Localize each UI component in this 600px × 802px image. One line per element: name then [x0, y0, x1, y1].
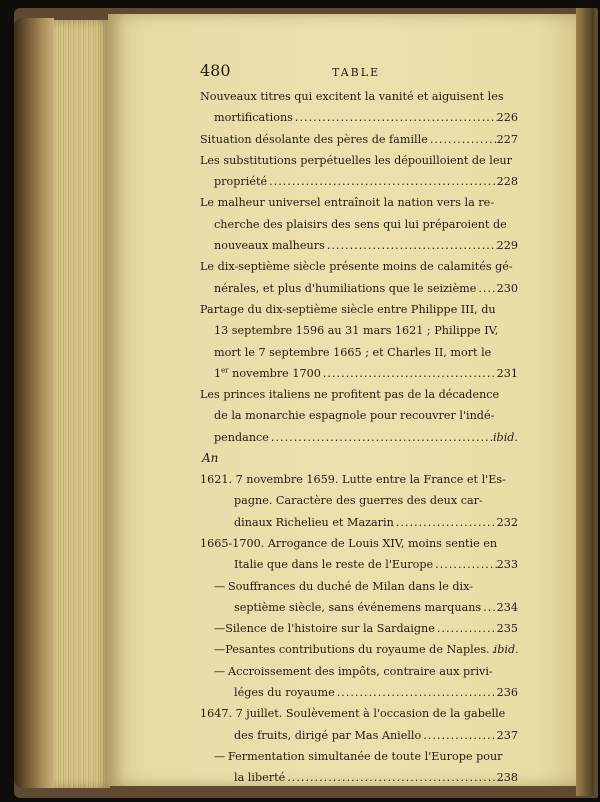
entry-line: [200, 639, 518, 660]
entry-text: septième siècle, sans événemens marquans: [234, 600, 482, 614]
page-reference: 227: [496, 132, 518, 146]
page-reference: 236: [496, 686, 518, 700]
entry-text: léges du royaume: [234, 686, 335, 700]
entry-text: Italie que dans le reste de l'Europe: [234, 558, 434, 572]
page-header: [200, 60, 518, 86]
dot-leader: [267, 171, 497, 192]
dated-entry: [200, 469, 518, 533]
entry-line: [200, 682, 518, 703]
entry-text: propriété: [214, 175, 268, 189]
page-reference: 226: [496, 111, 518, 125]
entry-text: Situation désolante des pères de famille: [200, 132, 428, 146]
entry-line: [200, 299, 518, 320]
page-edges: [54, 20, 110, 788]
entry-line: [200, 171, 518, 192]
page-reference: ibid.: [492, 430, 518, 444]
toc-entry: [200, 256, 518, 299]
page-reference: 228: [496, 175, 518, 189]
entry-line: [200, 192, 518, 213]
entry-line: [200, 342, 518, 363]
toc-entry: [200, 150, 518, 193]
dot-leader: [285, 767, 496, 788]
entry-text: Fermentation simultanée de toute l'Europe pour: [228, 749, 503, 763]
entry-line: [200, 384, 518, 405]
toc-entry: [200, 192, 518, 256]
entry-text: Souffrances du duché de Milan dans le dix-: [228, 579, 473, 593]
entry-text: la liberté: [234, 771, 286, 785]
page-reference: 237: [496, 728, 518, 742]
entry-line: [200, 107, 518, 128]
dot-leader: [293, 107, 497, 128]
toc-entry: [200, 299, 518, 384]
section-marker: An: [202, 451, 219, 466]
entry-line: [200, 554, 518, 575]
page-reference: ibid.: [493, 643, 519, 657]
sub-entry: [200, 639, 518, 660]
dot-leader: [476, 278, 496, 299]
entry-line: [200, 490, 518, 511]
dot-leader: [481, 597, 496, 618]
entry-text: nérales, et plus d'humiliations que le seizième: [214, 281, 477, 295]
page-reference: 235: [496, 622, 518, 636]
entry-line: [200, 405, 518, 426]
toc-entry: [200, 129, 518, 150]
dot-leader: [428, 129, 497, 150]
entry-text: 1er novembre 1700: [214, 366, 321, 380]
sub-entry: [200, 661, 518, 704]
entry-line: [200, 533, 518, 554]
entry-text: 1665-1700. Arrogance de Louis XIV, moins sentie en: [200, 536, 498, 550]
dot-leader: [321, 363, 497, 384]
entry-text: Pesantes contributions du royaume de Naples.: [225, 643, 490, 657]
entry-line: [200, 129, 518, 150]
dash-mark: —: [214, 643, 226, 657]
entry-line: [200, 746, 518, 767]
entry-line: [200, 278, 518, 299]
entry-line: [200, 469, 518, 490]
page-reference: 229: [496, 239, 518, 253]
sub-entry: [200, 618, 518, 639]
entry-text: cherche des plaisirs des sens qui lui préparoient de: [214, 217, 507, 231]
entry-line: [200, 150, 518, 171]
dated-entry: [200, 533, 518, 576]
entry-line: [200, 86, 518, 107]
page-reference: 233: [496, 558, 518, 572]
toc-entries: [200, 86, 518, 448]
dash-mark: —: [214, 664, 226, 678]
dot-leader: [325, 235, 497, 256]
sub-entries-2: [200, 746, 518, 789]
dated-entries-2: [200, 703, 518, 746]
entry-line: [200, 512, 518, 533]
dot-leader: [335, 682, 497, 703]
entry-text: Les princes italiens ne profitent pas de la décadence: [200, 388, 500, 402]
dash-mark: —: [214, 749, 226, 763]
sub-entry: [200, 746, 518, 789]
entry-text: dinaux Richelieu et Mazarin: [234, 515, 394, 529]
running-title: TABLE: [332, 66, 381, 79]
dated-entries: [200, 469, 518, 575]
dot-leader: [433, 554, 496, 575]
entry-text: Le dix-septième siècle présente moins de calamités gé-: [200, 260, 513, 274]
dash-mark: —: [214, 579, 226, 593]
entry-text: 13 septembre 1596 au 31 mars 1621 ; Philippe IV,: [214, 324, 499, 338]
entry-line: [200, 214, 518, 235]
dot-leader: [421, 725, 496, 746]
book-cover-edge: [576, 8, 594, 796]
entry-text: Nouveaux titres qui excitent la vanité et aiguisent les: [200, 90, 504, 103]
book-spine: [14, 18, 54, 788]
entry-line: [200, 427, 518, 448]
page-reference: 231: [496, 366, 518, 380]
entry-line: [200, 576, 518, 597]
dot-leader: [435, 618, 497, 639]
entry-line: [200, 256, 518, 277]
entry-line: [200, 725, 518, 746]
entry-text: des fruits, dirigé par Mas Aniello: [234, 728, 422, 742]
entry-text: nouveaux malheurs: [214, 239, 325, 253]
page-reference: 230: [496, 281, 518, 295]
page-reference: 234: [496, 600, 518, 614]
dot-leader: [269, 427, 493, 448]
entry-text: Partage du dix-septième siècle entre Philippe III, du: [200, 302, 496, 316]
entry-line: [200, 661, 518, 682]
entry-line: [200, 320, 518, 341]
entry-text: Les substitutions perpétuelles les dépouilloient de leur: [200, 153, 512, 167]
entry-line: [200, 767, 518, 788]
page-reference: 238: [496, 771, 518, 785]
entry-text: Silence de l'histoire sur la Sardaigne: [225, 622, 435, 636]
entry-text: mort le 7 septembre 1665 ; et Charles II, mort le: [214, 345, 492, 359]
toc-entry: [200, 86, 518, 129]
toc-entry: [200, 384, 518, 448]
entry-line: [200, 597, 518, 618]
entry-text: Le malheur universel entraînoit la nation vers la re-: [200, 196, 495, 210]
entry-text: pagne. Caractère des guerres des deux car-: [234, 494, 483, 508]
entry-line: [200, 618, 518, 639]
entry-line: [200, 703, 518, 724]
entry-line: [200, 235, 518, 256]
dot-leader: [394, 512, 497, 533]
page-number: 480: [200, 61, 231, 80]
sub-entry: [200, 576, 518, 619]
sub-entries: [200, 576, 518, 704]
dated-entry: [200, 703, 518, 746]
entry-line: [200, 363, 518, 384]
entry-text: 1621. 7 novembre 1659. Lutte entre la France et l'Es-: [200, 473, 506, 487]
entry-text: 1647. 7 juillet. Soulèvement à l'occasion de la gabelle: [200, 707, 506, 721]
dash-mark: —: [214, 622, 226, 636]
entry-text: de la monarchie espagnole pour recouvrer l'indé-: [214, 409, 495, 423]
page-reference: 232: [496, 515, 518, 529]
page-content: [200, 60, 518, 789]
entry-text: pendance: [214, 430, 269, 444]
entry-text: Accroissement des impôts, contraire aux privi-: [228, 664, 493, 678]
entry-text: mortifications: [214, 111, 293, 125]
